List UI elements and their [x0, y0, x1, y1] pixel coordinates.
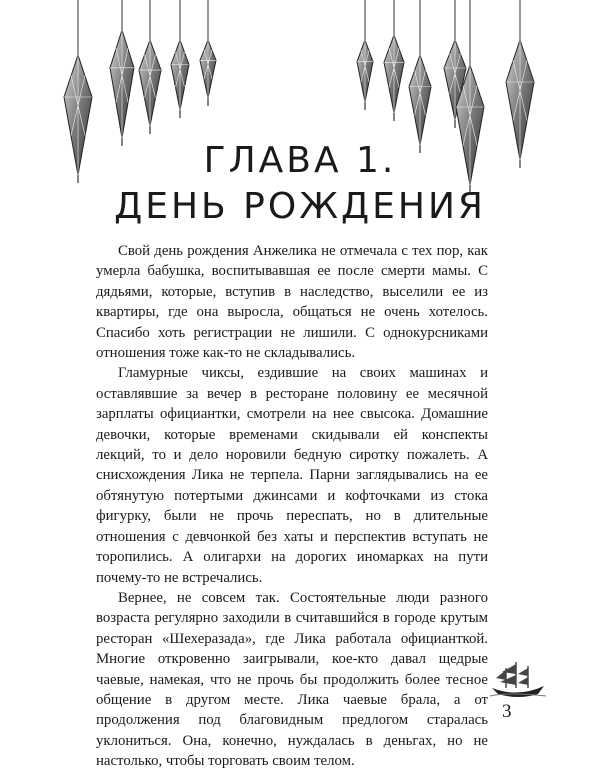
paragraph: Свой день рождения Анжелика не отмечала с тех пор, как умерла бабушка, воспитывавшая ее после смерти мамы. С дядьями, которые, вступив в наследство, выселили ее из квартиры, где она выросла, общаться не очень хотелось. Спасибо хоть регистрации не лишили. С однокурсниками отношения тоже как-то не складывались.	[96, 243, 488, 362]
paragraph: Вернее, не совсем так. Состоятельные люди разного возраста регулярно заходили в считавшийся в городе крутым ресторан «Шехеразада», где Лика работала официанткой. Многие откровенно заигрывали, кое-кто давал щедрые чаевые, намекая, что не прочь бы продолжить более тесное общение в другом месте. Лика чаевые брала, а от продолжения под благовидным предлогом старалась уклониться. Она, конечно, нуждалась в деньгах, но не настолько, чтобы торговать своим телом.	[96, 589, 488, 770]
chapter-title-line-1: ГЛАВА 1.	[203, 140, 397, 181]
paragraph: Гламурные чиксы, ездившие на своих машинах и оставлявшие за вечер в ресторане половину ее месячной зарплаты официантки, смотрели на нее свысока. Домашние девочки, которые временами скидывали ей конспекты лекций, то и дело норовили бедную сиротку пожалеть. А снисхождения Лика не терпела. Парни заглядывались на ее обтянутую потертыми джинсами и кофточками из стока фигурку, были не прочь переспать, но в длительные отношения с девчонкой без хаты и перспектив вступать не торопились. А олигархи на дорогих иномарках на пути почему-то не встречались.	[96, 365, 488, 586]
body-text	[96, 241, 488, 772]
page-number: 3	[502, 701, 512, 722]
sailing-ship-icon	[488, 658, 548, 700]
chapter-title-line-2: ДЕНЬ РОЖДЕНИЯ	[114, 186, 486, 227]
